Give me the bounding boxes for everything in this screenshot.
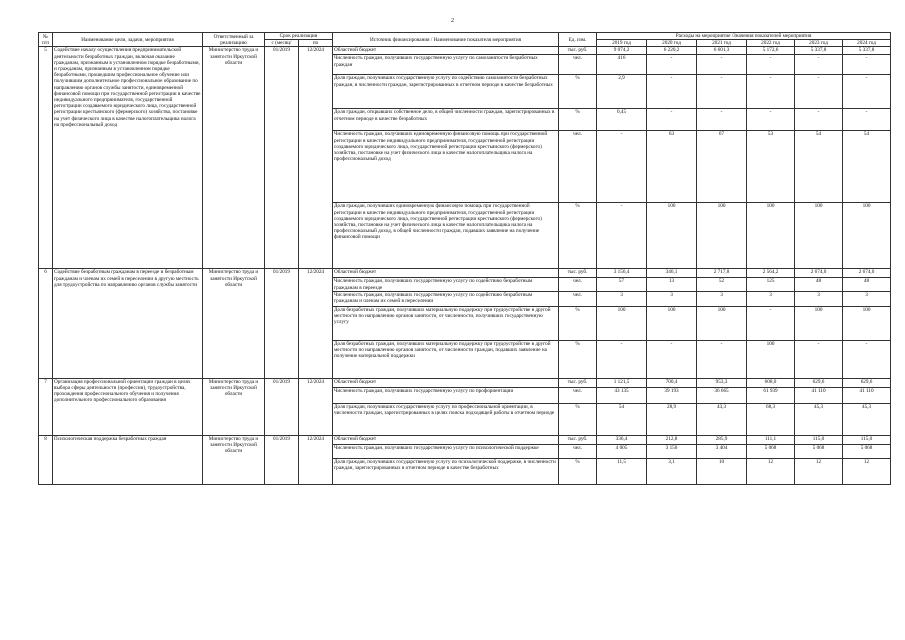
- indicator-unit: %: [559, 403, 597, 435]
- indicator-value: 48: [843, 278, 891, 291]
- indicator-value: 111,1: [747, 435, 795, 444]
- indicator-unit: чел.: [559, 55, 597, 75]
- item-name: Содействие безработным гражданам в переезде и безработным гражданам и членам их семей в переселении в другую местность для трудоустройства по направлению органов службы занятости: [53, 269, 203, 378]
- indicator-value: 5 068: [843, 444, 891, 458]
- indicator-value: -: [697, 109, 747, 131]
- header-period-from: с (месяц/: [265, 40, 299, 47]
- indicator-value: 10: [697, 458, 747, 484]
- indicator-text: Областной бюджет: [333, 47, 559, 55]
- indicator-value: 6 601,3: [697, 47, 747, 55]
- indicator-value: 3 150: [647, 444, 697, 458]
- indicator-text: Численность граждан, получивших государственную услугу по профориентации: [333, 387, 559, 403]
- indicator-value: 6 220,2: [647, 47, 697, 55]
- indicator-value: 100: [747, 203, 795, 269]
- item-number: 6: [39, 269, 53, 378]
- item-name: Содействие началу осуществления предпринимательской деятельности безработных граждан, включая оказание гражданам, признанным в установленном порядке безработными, и гражданам, признанным в установленном порядке безработными, прошедшим профессиональное обучение или получившим дополнительное профессиональное образование по направлению органов службы занятости, единовременной финансовой помощи при государственной регистрации в качестве индивидуального предпринимателя, государственной регистрации создаваемого юридического лица, государственной регистрации крестьянского (фермерского) хозяйства, постановке на учет физического лица в качестве налогоплательщика налога на профессиональный доход: [53, 47, 203, 269]
- indicator-value: 54: [795, 131, 843, 203]
- indicator-value: 48: [795, 278, 843, 291]
- item-period-to: 12/2024: [299, 269, 333, 378]
- indicator-value: 61 939: [747, 387, 795, 403]
- item-period-from: 01/2019: [265, 47, 299, 269]
- item-number: 7: [39, 378, 53, 435]
- indicator-value: 3: [795, 291, 843, 306]
- indicator-value: 53: [747, 131, 795, 203]
- indicator-value: -: [747, 306, 795, 340]
- indicator-text: Областной бюджет: [333, 269, 559, 278]
- indicator-value: 100: [843, 306, 891, 340]
- header-year: 2020 год: [647, 40, 697, 47]
- indicator-value: 100: [647, 203, 697, 269]
- indicator-text: Доля безработных граждан, получивших материальную поддержку при трудоустройстве в другой местности по направлению органов занятости, от численности, получивших государственную услугу: [333, 306, 559, 340]
- indicator-value: 36 665: [697, 387, 747, 403]
- indicator-value: 57: [597, 278, 647, 291]
- indicator-text: Областной бюджет: [333, 378, 559, 387]
- indicator-unit: %: [559, 203, 597, 269]
- header-num: № п/п: [39, 33, 53, 47]
- indicator-value: 2 674,0: [843, 269, 891, 278]
- indicator-value: 608,0: [747, 378, 795, 387]
- indicator-value: -: [697, 340, 747, 378]
- indicator-value: 12: [747, 458, 795, 484]
- indicator-text: Доля граждан, открывших собственное дело, в общей численности граждан, зарегистрированных в отчетном периоде в качестве безработных: [333, 109, 559, 131]
- indicator-value: -: [647, 109, 697, 131]
- page-number: 2: [451, 18, 454, 24]
- indicator-value: 3: [597, 291, 647, 306]
- indicator-value: 125: [747, 278, 795, 291]
- indicator-value: 2 564,2: [747, 269, 795, 278]
- indicator-value: 100: [697, 203, 747, 269]
- indicator-value: 41 110: [843, 387, 891, 403]
- item-responsible: Министерство труда и занятости Иркутской области: [203, 378, 265, 435]
- indicator-value: 3,1: [647, 458, 697, 484]
- header-year: 2021 год: [697, 40, 747, 47]
- indicator-value: 3: [697, 291, 747, 306]
- indicator-value: 100: [747, 340, 795, 378]
- indicator-value: 100: [697, 306, 747, 340]
- indicator-value: 115,0: [843, 435, 891, 444]
- indicator-value: 100: [647, 306, 697, 340]
- header-period: Срок реализации: [265, 33, 333, 40]
- indicator-text: Доля граждан, получивших государственную услугу по профессиональной ориентации, в численности граждан, зарегистрированных в целях поиска подходящей работы в отчетном периоде: [333, 403, 559, 435]
- indicator-value: 67: [697, 131, 747, 203]
- indicator-value: 3: [647, 291, 697, 306]
- program-table: [38, 32, 891, 485]
- indicator-value: 100: [795, 203, 843, 269]
- header-year: 2022 год: [747, 40, 795, 47]
- header-source: Источник финансирования / Наименование показателя мероприятия: [333, 33, 559, 47]
- table-row: [39, 378, 891, 387]
- indicator-value: -: [647, 55, 697, 75]
- table-row: [39, 435, 891, 444]
- indicator-value: 5 068: [795, 444, 843, 458]
- indicator-value: 0,45: [597, 109, 647, 131]
- indicator-text: Численность граждан, получивших государственную услугу по содействию безработным гражданам и членам их семей в переселении: [333, 291, 559, 306]
- indicator-value: 11,5: [597, 458, 647, 484]
- indicator-value: 5 068: [747, 444, 795, 458]
- table-body: [39, 47, 891, 484]
- header-row-1: [39, 33, 891, 40]
- indicator-value: -: [747, 55, 795, 75]
- header-period-to: по: [299, 40, 333, 47]
- header-expenses: Расходы на мероприятие /Значения показателей мероприятия: [597, 33, 891, 40]
- header-year: 2023 год: [795, 40, 843, 47]
- indicator-value: 5 337,8: [795, 47, 843, 55]
- indicator-value: 346,1: [647, 269, 697, 278]
- indicator-unit: чел.: [559, 291, 597, 306]
- indicator-value: 953,3: [697, 378, 747, 387]
- indicator-value: -: [697, 75, 747, 109]
- indicator-value: 2 674,0: [795, 269, 843, 278]
- item-period-to: 12/2024: [299, 378, 333, 435]
- indicator-unit: %: [559, 340, 597, 378]
- indicator-value: -: [647, 340, 697, 378]
- indicator-value: 100: [843, 203, 891, 269]
- indicator-value: -: [597, 340, 647, 378]
- indicator-value: 1 121,5: [597, 378, 647, 387]
- indicator-unit: чел.: [559, 444, 597, 458]
- header-year: 2019 год: [597, 40, 647, 47]
- indicator-text: Доля граждан, получивших государственную услугу по психологической поддержке, в численности граждан, зарегистрированных в отчетном периоде в качестве безработных: [333, 458, 559, 484]
- header-unit: Ед. изм.: [559, 33, 597, 47]
- indicator-value: 285,9: [697, 435, 747, 444]
- item-period-from: 01/2019: [265, 435, 299, 484]
- indicator-unit: %: [559, 306, 597, 340]
- indicator-value: -: [747, 75, 795, 109]
- indicator-value: -: [795, 109, 843, 131]
- indicator-value: 41 110: [795, 387, 843, 403]
- indicator-value: -: [795, 75, 843, 109]
- indicator-unit: чел.: [559, 131, 597, 203]
- indicator-value: -: [697, 55, 747, 75]
- indicator-text: Доля граждан, получивших единовременную финансовую помощь при государственной регистрации в качестве индивидуального предпринимателя, государственной регистрации создаваемого юридического лица, государственной регистрации крестьянского (фермерского) хозяйства, постановке на учет физического лица в качестве налогоплательщика налога на профессиональный доход, в общей численности граждан, подавших заявление на получение финансовой помощи: [333, 203, 559, 269]
- item-responsible: Министерство труда и занятости Иркутской области: [203, 47, 265, 269]
- indicator-value: 336,4: [597, 435, 647, 444]
- item-number: 8: [39, 435, 53, 484]
- indicator-unit: чел.: [559, 278, 597, 291]
- indicator-text: Численность граждан, получивших государственную услугу по психологической поддержке: [333, 444, 559, 458]
- indicator-value: 2,9: [597, 75, 647, 109]
- indicator-unit: тыс. руб.: [559, 435, 597, 444]
- indicator-value: 115,0: [795, 435, 843, 444]
- indicator-value: 100: [795, 306, 843, 340]
- item-name: Организация профессиональной ориентации граждан в целях выбора сферы деятельности (профессии), трудоустройства, прохождения профессионального обучения и получения дополнительного профессионального образования: [53, 378, 203, 435]
- indicator-value: -: [843, 109, 891, 131]
- indicator-value: 63: [647, 131, 697, 203]
- indicator-value: 54: [597, 403, 647, 435]
- table-row: [39, 269, 891, 278]
- indicator-text: Областной бюджет: [333, 435, 559, 444]
- item-number: 5: [39, 47, 53, 269]
- indicator-value: 9 074,2: [597, 47, 647, 55]
- indicator-value: 43 135: [597, 387, 647, 403]
- item-name: Психологическая поддержка безработных граждан: [53, 435, 203, 484]
- item-period-from: 01/2019: [265, 378, 299, 435]
- indicator-unit: чел.: [559, 387, 597, 403]
- indicator-value: 54: [843, 131, 891, 203]
- indicator-value: 13: [647, 278, 697, 291]
- indicator-value: -: [647, 75, 697, 109]
- indicator-value: 5 337,8: [843, 47, 891, 55]
- indicator-value: 3: [843, 291, 891, 306]
- indicator-value: 12: [795, 458, 843, 484]
- table-row: [39, 47, 891, 55]
- indicator-unit: %: [559, 75, 597, 109]
- indicator-text: Численность граждан, получивших государственную услугу по самозанятости безработных граждан: [333, 55, 559, 75]
- indicator-value: 39 193: [647, 387, 697, 403]
- indicator-value: -: [843, 55, 891, 75]
- indicator-unit: %: [559, 109, 597, 131]
- indicator-value: -: [795, 340, 843, 378]
- indicator-text: Численность граждан, получивших государственную услугу по содействию безработным гражданам в переезде: [333, 278, 559, 291]
- indicator-value: 3 404: [697, 444, 747, 458]
- item-responsible: Министерство труда и занятости Иркутской области: [203, 269, 265, 378]
- indicator-value: 212,8: [647, 435, 697, 444]
- indicator-value: 100: [597, 306, 647, 340]
- indicator-value: 68,3: [747, 403, 795, 435]
- indicator-value: -: [795, 55, 843, 75]
- indicator-value: 2 717,8: [697, 269, 747, 278]
- indicator-value: -: [843, 75, 891, 109]
- indicator-value: 12: [843, 458, 891, 484]
- indicator-value: 45,3: [795, 403, 843, 435]
- indicator-unit: %: [559, 458, 597, 484]
- header-responsible: Ответственный за реализацию: [203, 33, 265, 47]
- indicator-value: -: [597, 131, 647, 203]
- indicator-value: 700,4: [647, 378, 697, 387]
- indicator-value: 45,3: [843, 403, 891, 435]
- indicator-value: 629,6: [795, 378, 843, 387]
- indicator-value: 629,6: [843, 378, 891, 387]
- header-year: 2024 год: [843, 40, 891, 47]
- indicator-value: 28,9: [647, 403, 697, 435]
- indicator-value: -: [747, 109, 795, 131]
- indicator-unit: тыс. руб.: [559, 378, 597, 387]
- indicator-value: 3: [747, 291, 795, 306]
- indicator-value: 4 005: [597, 444, 647, 458]
- item-period-to: 12/2024: [299, 47, 333, 269]
- header-name: Наименование цели, задачи, мероприятия: [53, 33, 203, 47]
- indicator-value: 43,3: [697, 403, 747, 435]
- indicator-text: Доля граждан, получивших государственную услугу по содействию самозанятости безработных граждан, в численности граждан, зарегистрированных в отчетном периоде в качестве безработных: [333, 75, 559, 109]
- indicator-text: Численность граждан, получивших единовременную финансовую помощь при государственной регистрации в качестве индивидуального предпринимателя, государственной регистрации создаваемого юридического лица, государственной регистрации крестьянского (фермерского) хозяйства, постановке на учет физического лица в качестве налогоплательщика налога на профессиональный доход: [333, 131, 559, 203]
- indicator-unit: тыс. руб.: [559, 269, 597, 278]
- indicator-value: 5 172,6: [747, 47, 795, 55]
- indicator-value: -: [597, 203, 647, 269]
- item-period-from: 01/2019: [265, 269, 299, 378]
- indicator-value: 416: [597, 55, 647, 75]
- indicator-value: -: [843, 340, 891, 378]
- item-period-to: 12/2024: [299, 435, 333, 484]
- indicator-value: 3 156,4: [597, 269, 647, 278]
- indicator-unit: тыс. руб.: [559, 47, 597, 55]
- indicator-text: Доля безработных граждан, получивших материальную поддержку при трудоустройстве в другой местности по направлению органов занятости, от численности граждан, подавших заявление на получение материальной поддержки: [333, 340, 559, 378]
- indicator-value: 52: [697, 278, 747, 291]
- item-responsible: Министерство труда и занятости Иркутской области: [203, 435, 265, 484]
